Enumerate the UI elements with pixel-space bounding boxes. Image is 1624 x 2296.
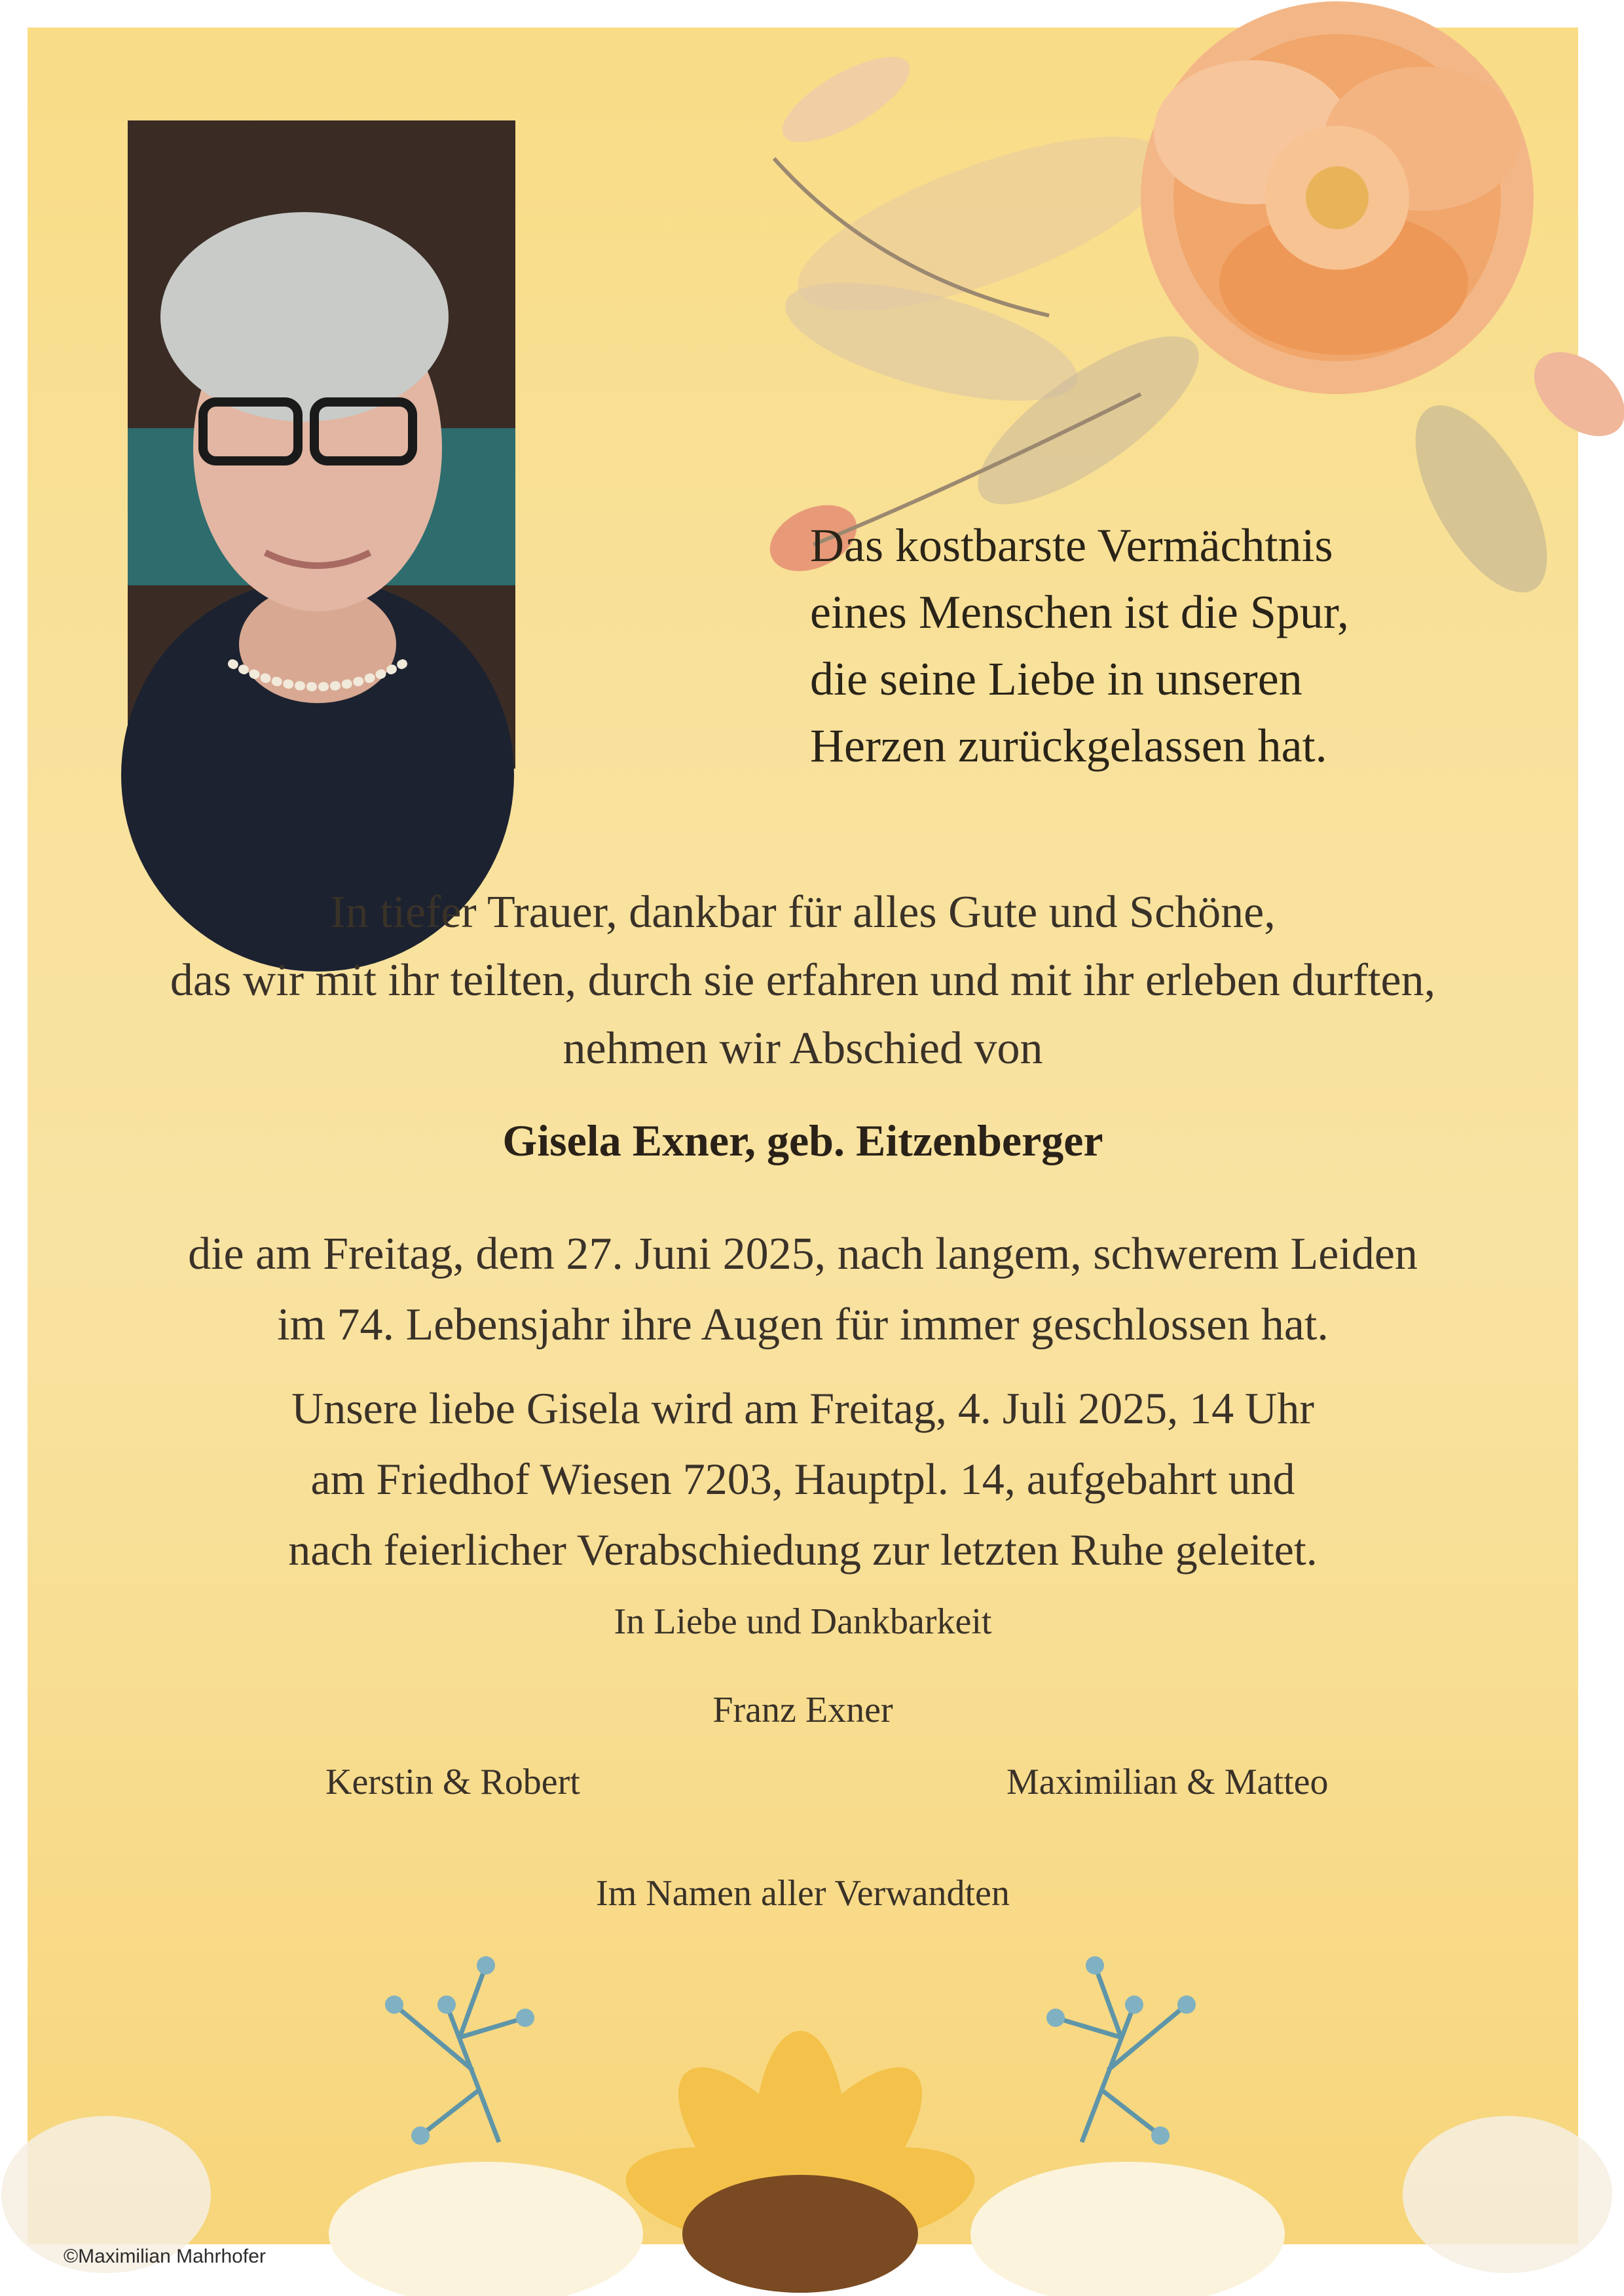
memorial-quote	[810, 512, 1465, 779]
intro-line: das wir mit ihr teilten, durch sie erfahren und mit ihr erleben durften,	[170, 955, 1436, 1006]
obituary-card	[28, 27, 1578, 2267]
mourner-family-left: Kerstin & Robert	[325, 1762, 580, 1802]
mourner-spouse: Franz Exner	[712, 1690, 893, 1730]
quote-line: Herzen zurückgelassen hat.	[810, 720, 1327, 772]
quote-line: Das kostbarste Vermächtnis	[810, 519, 1333, 572]
relatives-line: Im Namen aller Verwandten	[596, 1873, 1010, 1914]
intro-line: In tiefer Trauer, dankbar für alles Gute und Schöne,	[330, 887, 1276, 938]
quote-line: die seine Liebe in unseren	[810, 653, 1302, 705]
mourner-family-right: Maximilian & Matteo	[1006, 1762, 1329, 1802]
quote-line: eines Menschen ist die Spur,	[810, 586, 1349, 638]
death-notice	[55, 1219, 1551, 1360]
death-line: die am Freitag, dem 27. Juni 2025, nach langem, schwerem Leiden	[188, 1229, 1418, 1279]
funeral-line: Unsere liebe Gisela wird am Freitag, 4. Juli 2025, 14 Uhr	[291, 1383, 1314, 1433]
funeral-details	[55, 1373, 1551, 1585]
photo-credit: ©Maximilian Mahrhofer	[64, 2246, 266, 2267]
intro-text	[55, 879, 1551, 1083]
deceased-portrait	[128, 120, 515, 769]
funeral-line: nach feierlicher Verabschiedung zur letzten Ruhe geleitet.	[288, 1525, 1318, 1575]
deceased-name: Gisela Exner, geb. Eitzenberger	[502, 1116, 1103, 1165]
death-line: im 74. Lebensjahr ihre Augen für immer geschlossen hat.	[277, 1300, 1329, 1350]
funeral-line: am Friedhof Wiesen 7203, Hauptpl. 14, aufgebahrt und	[310, 1454, 1295, 1504]
closing-phrase: In Liebe und Dankbarkeit	[614, 1601, 992, 1642]
floral-decoration-bottom	[28, 1926, 1578, 2244]
intro-line: nehmen wir Abschied von	[563, 1023, 1043, 1074]
